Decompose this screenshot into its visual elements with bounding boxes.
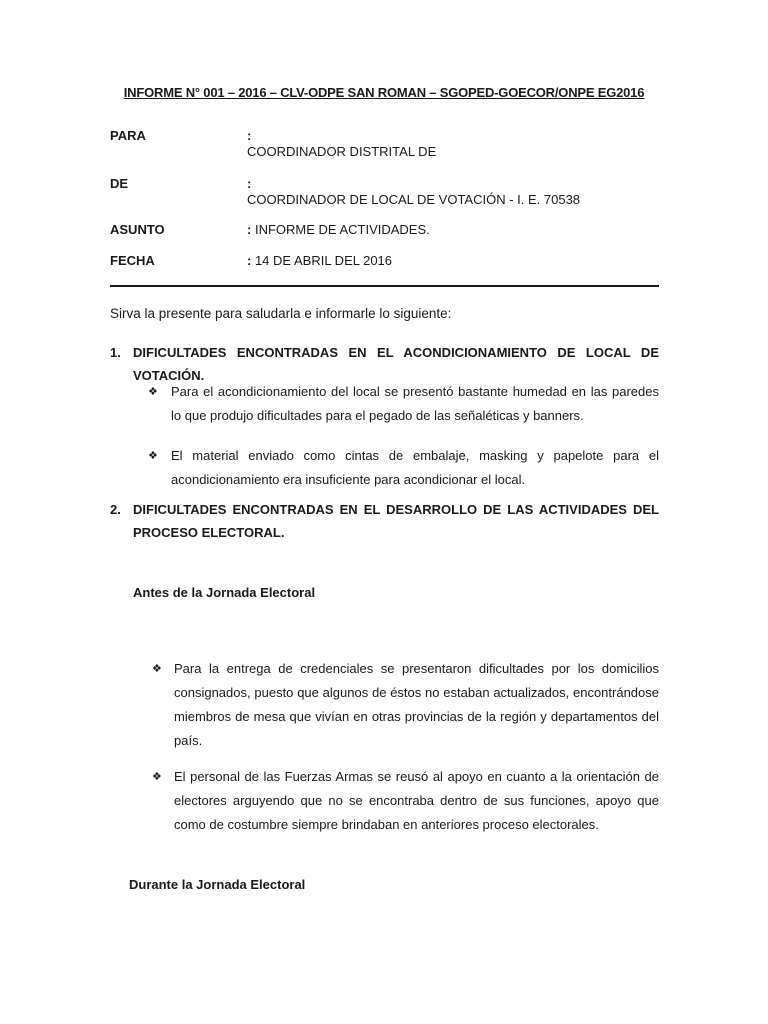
header-value-para-line2: COORDINADOR DISTRITAL DE [247,144,437,159]
header-value-de-line2: COORDINADOR DE LOCAL DE VOTACIÓN - I. E. 70538 [247,192,581,207]
diamond-bullet-icon: ❖ [152,771,162,783]
header-value-fecha: 14 DE ABRIL DEL 2016 [251,253,393,268]
diamond-bullet-icon: ❖ [148,450,158,462]
document-page: INFORME N° 001 – 2016 – CLV-ODPE SAN ROMAN – SGOPED-GOECOR/ONPE EG2016 PARA : COORDINADOR DISTRITAL DE DE : COORDINADOR DE LOCAL DE VOTACIÓN - I. E. 70538 ASUNTO : INFORME DE ACTIVIDADES. FECHA : 14 DE ABRIL DEL 2016 Sirva la presente para saludarla e informarle lo siguiente: 1. DIFICULTADES ENCONTRADAS EN EL ACONDICIONAMIENTO DE LOCAL DE VOTACIÓN. ❖ Para el acondicionamiento del local se presentó bastante humedad en las paredes lo que produjo dificultades para el pegado de las señaléticas y banners. ❖ El material enviado como cintas de embalaje, masking y papelote para el acondicionamiento era insuficiente para acondicionar el local. 2. DIFICULTADES ENCONTRADAS EN EL DESARROLLO DE LAS ACTIVIDADES DEL PROCESO ELECTORAL. Antes de la Jornada Electoral ❖ Para la entrega de credenciales se presentaron dificultades por los domicilios consignados, puesto que algunos de éstos no estaban actualizados, encontrándose miembros de mesa que vivían en otras provincias de la región y departamentos del país. ❖ El personal de las Fuerzas Armas se reusó al apoyo en cuanto a la orientación de electores arguyendo que no se encontraba dentro de sus funciones, apoyo que como de costumbre siempre brindaban en anteriores proceso electorales. Durante la Jornada Electoral [0,0,768,1024]
section-2-heading [110,498,659,544]
header-colon: : [247,222,252,237]
section-number: 2. [110,502,121,517]
header-label-asunto: ASUNTO [110,222,165,237]
header-divider [110,285,659,287]
section-heading-text: DIFICULTADES ENCONTRADAS EN EL DESARROLLO DE LAS ACTIVIDADES DEL PROCESO ELECTORAL. [133,502,659,540]
section-number: 1. [110,345,121,360]
header-label-de: DE [110,176,129,191]
header-colon: : [247,176,252,191]
diamond-bullet-icon: ❖ [148,386,158,398]
header-label-fecha: FECHA [110,253,155,268]
intro-paragraph: Sirva la presente para saludarla e informarle lo siguiente: [110,306,452,321]
header-label-para: PARA [110,128,146,143]
document-title: INFORME N° 001 – 2016 – CLV-ODPE SAN ROMAN – SGOPED-GOECOR/ONPE EG2016 [123,85,645,100]
subsection-title-durante: Durante la Jornada Electoral [129,877,306,892]
subsection-title-antes: Antes de la Jornada Electoral [133,585,316,600]
header-colon: : [247,253,252,268]
header-colon: : [247,128,252,143]
header-value-asunto: INFORME DE ACTIVIDADES. [251,222,430,237]
diamond-bullet-icon: ❖ [152,663,162,675]
section-heading-text: DIFICULTADES ENCONTRADAS EN EL ACONDICIONAMIENTO DE LOCAL DE VOTACIÓN. [133,345,659,383]
